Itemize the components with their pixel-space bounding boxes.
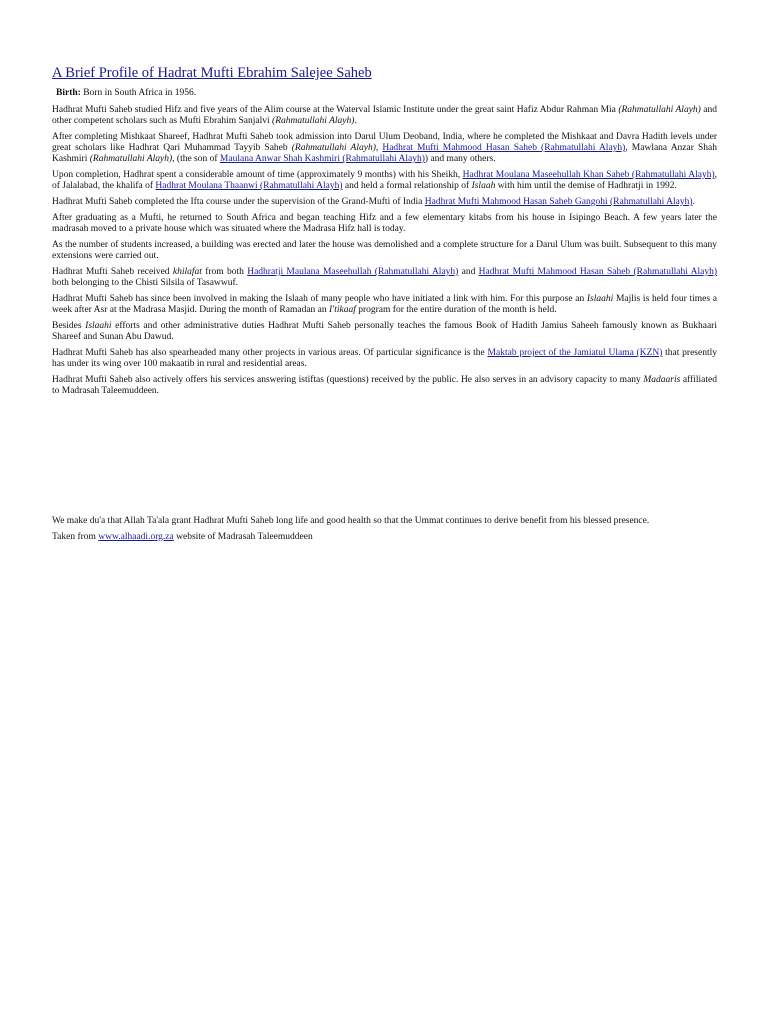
italic-text: (Rahmatullahi Alayh) <box>618 105 701 115</box>
text: and held a formal relationship of <box>342 181 472 191</box>
paragraph-sheikh <box>52 170 717 192</box>
paragraph-istiftas <box>52 375 717 397</box>
link-hadhratji-maseehullah[interactable]: Hadhratji Maulana Maseehullah (Rahmatullahi Alayh) <box>247 267 459 277</box>
paragraph-teaching <box>52 321 717 343</box>
paragraph-return: After graduating as a Mufti, he returned to South Africa and began teaching Hifz and a few elementary kitabs from his house in Isipingo Beach. A few years later the madrasah moved to a private house which was situated where the Madrasa Hifz hall is today. <box>52 213 717 234</box>
paragraph-islaah <box>52 294 717 316</box>
text: both belonging to the Chisti Silsila of Tasawwuf. <box>52 278 238 288</box>
text: , (the son of <box>172 154 220 164</box>
text: Hadhrat Mufti Saheb has since been involved in making the Islaah of many people who have initiated a link with him. For this purpose an <box>52 294 587 304</box>
paragraph-ifta <box>52 197 717 208</box>
spacer <box>52 402 717 516</box>
text: website of Madrasah Taleemuddeen <box>173 532 313 542</box>
link-mufti-mahmood-hasan[interactable]: Hadhrat Mufti Mahmood Hasan Saheb (Rahmatullahi Alayh) <box>382 143 626 153</box>
text: Hadhrat Mufti Saheb also actively offers his services answering istiftas (questions) received by the public. He also serves in an advisory capacity to many <box>52 375 644 385</box>
text: , <box>375 143 383 153</box>
text: and <box>458 267 479 277</box>
link-alhaadi[interactable]: www.alhaadi.org.za <box>98 532 174 542</box>
text: Majlis is held four times a week after Asr at the Madrasa Masjid. During the month of Ramadan an <box>52 294 717 315</box>
paragraph-khilafat <box>52 267 717 289</box>
italic-text: (Rahmatullahi Alayh) <box>89 154 173 164</box>
text: , Mawlana Anzar Shah Kashmiri <box>52 143 717 164</box>
paragraph-deoband <box>52 132 717 165</box>
text: from both <box>201 267 248 277</box>
link-anwar-shah-kashmiri[interactable]: Maulana Anwar Shah Kashmiri (Rahmatullahi Alayh) <box>219 154 425 164</box>
text: Hadhrat Mufti Saheb completed the Ifta course under the supervision of the Grand-Mufti of India <box>52 197 425 207</box>
italic-text: khilafat <box>172 267 202 277</box>
italic-text: Islaahi <box>586 294 614 304</box>
italic-text: Madaaris <box>643 375 681 385</box>
text: Besides <box>52 321 86 331</box>
text: After completing Mishkaat Shareef, Hadhrat Mufti Saheb took admission into Darul Ulum Deoband, India, where he completed the Mishkaat and Davra Hadith levels under great scholars like Hadhrat Qari Muhammad Tayyib Saheb <box>52 132 717 153</box>
source-line <box>52 532 717 543</box>
text: Hadhrat Mufti Saheb has also spearheaded many other projects in various areas. Of particular significance is the <box>52 348 488 358</box>
text: that presently has under its wing over 100 makaatib in rural and residential areas. <box>52 348 718 369</box>
italic-text: (Rahmatullahi Alayh) <box>272 116 355 126</box>
text: ) and many others. <box>424 154 496 164</box>
link-moulana-thaanwi[interactable]: Hadhrat Moulana Thaanwi (Rahmatullahi Alayh) <box>155 181 343 191</box>
text: Upon completion, Hadhrat spent a considerable amount of time (approximately 9 months) with his Sheikh, <box>52 170 463 180</box>
document-page <box>52 64 717 548</box>
text: program for the entire duration of the month is held. <box>355 305 557 315</box>
paragraph-dua: We make du'a that Allah Ta'ala grant Hadhrat Mufti Saheb long life and good health so that the Ummat continues to derive benefit from his blessed presence. <box>52 516 650 526</box>
italic-text: (Rahmatullahi Alayh) <box>291 143 376 153</box>
page-title: A Brief Profile of Hadrat Mufti Ebrahim Salejee Saheb <box>52 65 372 81</box>
paragraph-projects <box>52 348 717 370</box>
text: , of Jalalabad, the khalifa of <box>52 170 717 191</box>
italic-text: Islaah <box>471 181 496 191</box>
text: Taken from <box>52 532 99 542</box>
paragraph-building: As the number of students increased, a building was erected and later the house was demolished and a complete structure for a Darul Ulum was built. Subsequent to this many extensions were carried out. <box>52 240 717 261</box>
text: efforts and other administrative duties Hadhrat Mufti Saheb personally teaches the famous Book of Hadith Jamius Saheeh famously known as Bukhaari Shareef and Sunan Abu Dawud. <box>52 321 717 342</box>
link-maktab-project[interactable]: Maktab project of the Jamiatul Ulama (KZN) <box>487 348 663 358</box>
italic-text: Islaahi <box>85 321 112 331</box>
text: Hadhrat Mufti Saheb received <box>52 267 173 277</box>
birth-label: Birth: <box>56 88 81 98</box>
paragraph-studies <box>52 105 717 127</box>
birth-line <box>56 88 717 99</box>
text: Hadhrat Mufti Saheb studied Hifz and five years of the Alim course at the Waterval Islamic Institute under the great saint Hafiz Abdur Rahman Mia <box>52 105 619 115</box>
text: with him until the demise of Hadhratji in 1992. <box>495 181 677 191</box>
text: . <box>354 116 357 126</box>
link-mahmood-hasan-gangohi[interactable]: Hadhrat Mufti Mahmood Hasan Saheb Gangohi (Rahmatullahi Alayh) <box>424 197 693 207</box>
text: . <box>692 197 695 207</box>
link-maseehullah-khan[interactable]: Hadhrat Moulana Maseehullah Khan Saheb (Rahmatullahi Alayh) <box>462 170 715 180</box>
italic-text: I'tikaaf <box>329 305 356 315</box>
link-mufti-mahmood-hasan-2[interactable]: Hadhrat Mufti Mahmood Hasan Saheb (Rahmatullahi Alayh) <box>478 267 718 277</box>
text: and other competent scholars such as Mufti Ebrahim Sanjalvi <box>52 105 718 126</box>
text: affiliated to Madrasah Taleemuddeen. <box>52 375 717 396</box>
birth-text: Born in South Africa in 1956. <box>80 88 197 98</box>
